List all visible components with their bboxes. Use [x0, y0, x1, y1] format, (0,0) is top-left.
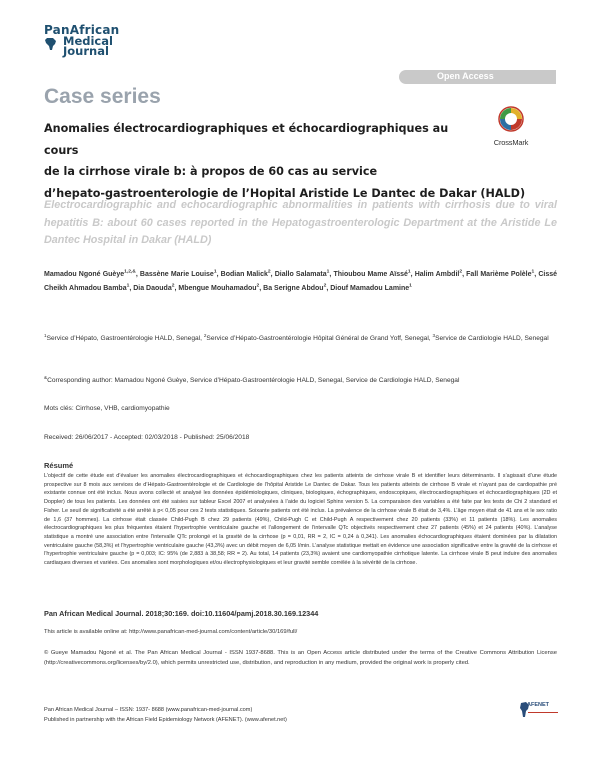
author: Thioubou Mame Aïssé$^1$: [333, 269, 411, 278]
publication-dates: Received: 26/06/2017 - Accepted: 02/03/2018 - Published: 25/06/2018: [44, 434, 250, 441]
author: Diouf Mamadou Lamine$^1$: [330, 283, 412, 292]
crossmark-badge[interactable]: [493, 106, 529, 147]
footer-line: Published in partnership with the African Field Epidemiology Network (AFENET). (www.afenet.net): [44, 716, 287, 723]
author-list: Mamadou Ngoné Guèye$^{1,2,\&}$, Bassène Marie Louise$^1$, Bodian Malick$^2$, Diallo Salamata$^1$, Thioubou Mame Aïssé$^1$, Halim Ambdil$^2$, Fall Marième Polèle$^1$, Cissé Cheikh Ahmadou Bamba$^1$, Dia Daouda$^2$, Mbengue Mouhamadou$^2$, Ba Serigne Abdou$^2$, Diouf Mamadou Lamine$^1$: [44, 269, 558, 292]
author: Mamadou Ngoné Guèye$^{1,2,\&}$: [44, 269, 136, 278]
crossmark-label: CrossMark: [493, 138, 529, 147]
logo-line-3: Journal: [63, 44, 109, 58]
crossmark-icon: [498, 106, 524, 132]
author: Cissé Cheikh Ahmadou Bamba$^1$: [44, 271, 558, 292]
copyright-notice: © Gueye Mamadou Ngoné et al. The Pan African Medical Journal - ISSN 1937-8688. This is an Open Access article distributed under the terms of the Creative Commons Attribution License (http://creativecommons.org/licenses/by/2.0), which permits unrestricted use, distribution, and reproduction in any medium, provided the original work is properly cited.: [44, 650, 557, 666]
author: Dia Daouda$^2$: [133, 283, 175, 292]
logo-line-2: Medical: [63, 33, 113, 48]
affiliations: $^1$Service d’Hépato, Gastroentérologie HALD, Senegal, $^2$Service d’Hépato-Gastroentérologie Hôpital Général de Grand Yoff, Senegal, $^3$Service de Cardiologie HALD, Senegal: [44, 332, 549, 342]
title-line: d’hepato-gastroenterologie de l’Hopital Aristide Le Dantec de Dakar (HALD): [44, 186, 526, 200]
africa-map-icon: [44, 37, 58, 51]
abstract-text: L’objectif de cette étude est d’évaluer les anomalies électrocardiographiques et échocardiographiques chez les patients atteints de cirrhose virale B et identifier leurs déterminants. Il s’agissait d’une étude prospective sur 8 mois aux services de d’Hépato-Gastroentérologie et de Cardiologie de l’hôpital Aristide Le Dantec de Dakar. Tous les patients atteints de cirrhose B virale et n’ayant pas de cardiopathie pré existante connue ont été inclus. Nous avons collecté et analysé les données épidémiologiques, cliniques, biologiques, échographiques, endoscopiques, électrocardiographiques et échocardiographiques (2D et Doppler) de tous les patients. Les données ont été saisies sur tableur Excel 2007 et analysées à l’aide du logiciel Sphinx version 5. La comparaison des variables a été faite par les tests de Chi 2 standard et Fisher. Le seuil de significativité a été arrêté à p< 0,05 pour ces 2 tests statistiques. Soixante patients ont été inclus. La prévalence de la cirrhose virale B était de 3,4%. L’âge moyen était de 41 ans et le sex ratio de 1,6 (37 hommes). La cirrhose était classée Child-Pugh B chez 29 patients (49%), Child-Pugh C et Child-Pugh A respectivement chez 20 patients (33%) et 11 patients (18%). Les anomalies électrocardiographiques les plus fréquentes étaient l’hypertrophie ventriculaire gauche et l’allongement de l’intervalle QTc objectivés respectivement chez 27 patients (45%) et 24 patients (40%). L’analyse statistique a montré une association entre l’intervalle QTc prolongé et la gravité de la cirrhose (p = 0,01, RR = 2, IC = 0,24 à 0,341). Les anomalies échocardiographiques étaient dominées par la dilatation ventriculaire gauche (58,3%) et l’hypertrophie ventriculaire gauche (43,3%) avec un débit moyen de 6,05 l/min. L’analyse statistique mettait en évidence une association significative entre la gravité de la cirrhose et l’hypertrophie ventriculaire gauche (p = 0,003; IC: 95% (de 2,883 à 38,58; RR = 2). Au total, 14 patients (23,3%) avaient une cardiomyopathie cirrhotique latente. La cirrhose virale B peut induire des anomalies cardiaques diverses et variées. Ces anomalies sont morphologiques et/ou électrophysiologiques et leur gravité semble corrélée à la sévérité de la cirrhose.: [44, 473, 557, 567]
title-line: de la cirrhose virale b: à propos de 60 cas au service: [44, 165, 378, 178]
author: Ba Serigne Abdou$^2$: [263, 283, 327, 292]
footer-line: Pan African Medical Journal – ISSN: 1937- 8688 (www.panafrican-med-journal.com): [44, 707, 253, 713]
author: Mbengue Mouhamadou$^2$: [178, 283, 260, 292]
page-footer: [44, 706, 514, 725]
logo-line-1: PanAfrican: [44, 23, 120, 37]
citation: Pan African Medical Journal. 2018;30:169. doi:10.11604/pamj.2018.30.169.12344: [44, 609, 319, 618]
title-line: Anomalies électrocardiographiques et échocardiographiques au cours: [44, 122, 449, 157]
author: Fall Marième Polèle$^1$: [466, 269, 535, 278]
article-type-label: Case series: [44, 85, 161, 108]
keywords: Mots clés: Cirrhose, VHB, cardiomyopathie: [44, 405, 170, 412]
abstract-heading: Résumé: [44, 461, 74, 470]
afenet-label: AFENET: [527, 702, 549, 708]
author: Bodian Malick$^2$: [220, 269, 271, 278]
author: Diallo Salamata$^1$: [274, 269, 330, 278]
article-title-en: Electrocardiographic and echocardiographic abnormalities in patients with cirrhosis due to viral hepatitis B: about 60 cases reported in the Hepatogastroenterologic Department at the Aristide Le Dantec Hospital in Dakar (HALD): [44, 199, 557, 246]
available-online-link[interactable]: This article is available online at: http://www.panafrican-med-journal.com/content/article/30/169/full/: [44, 629, 298, 635]
journal-logo: [44, 25, 144, 57]
author: Halim Ambdil$^2$: [414, 269, 463, 278]
corresponding-author: &Corresponding author: Mamadou Ngoné Guèye, Service d’Hépato-Gastroentérologie HALD, Senegal, Service de Cardiologie HALD, Senegal: [44, 374, 460, 384]
author: Bassène Marie Louise$^1$: [139, 269, 217, 278]
open-access-label: Open Access: [437, 71, 494, 81]
